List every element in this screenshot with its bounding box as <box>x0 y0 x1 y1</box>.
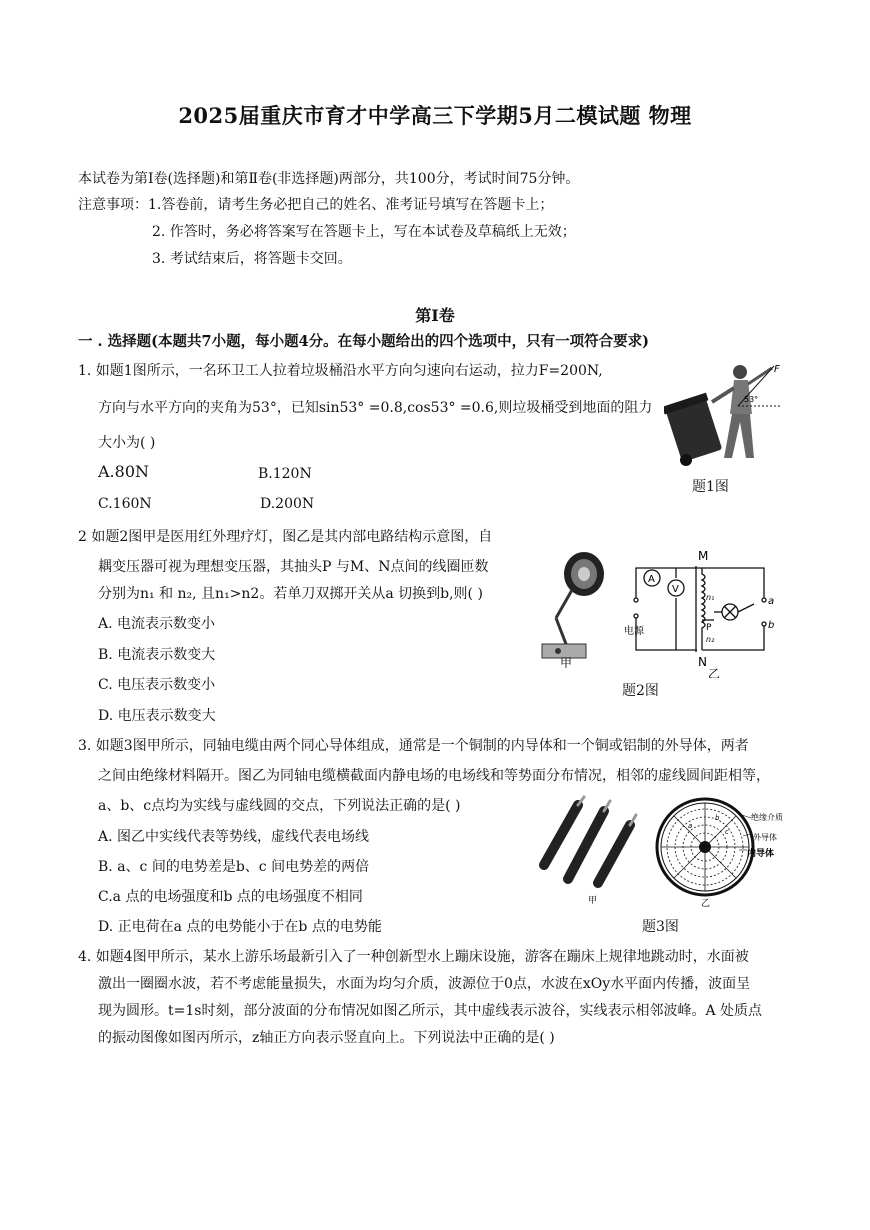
q3-lbl-c: c <box>725 828 729 836</box>
notice-item-3: 3. 考试结束后，将答题卡交回。 <box>152 251 352 267</box>
q3-lbl-inner: 内导体 <box>747 849 775 859</box>
q1-stem-line-2: 方向与水平方向的夹角为53°，已知sin53° =0.8,cos53° =0.6,则垃圾桶受到地面的阻力 <box>98 400 653 416</box>
q3-option-c: C.a 点的电场强度和b 点的电场强度不相同 <box>98 889 363 905</box>
notice-label: 注意事项： <box>78 197 148 213</box>
q4-stem-line-4: 的振动图像如图丙所示，z轴正方向表示竖直向上。下列说法中正确的是( ) <box>98 1030 555 1046</box>
q1-stem-line-1: 1. 如题1图所示，一名环卫工人拉着垃圾桶沿水平方向匀速向右运动，拉力F=200N, <box>78 363 603 379</box>
q3-option-b: B. a、c 间的电势差是b、c 间电势差的两倍 <box>98 859 370 875</box>
q2-figure-circuit <box>622 548 782 678</box>
q1-fig-label-f: F <box>774 364 780 375</box>
q1-figure-worker <box>664 362 784 472</box>
q2-figure-lamp <box>528 548 612 668</box>
q3-lbl-a: a <box>688 822 693 830</box>
q1-option-d: D.200N <box>260 496 315 512</box>
q2-stem-line-3: 分别为n₁ 和 n₂, 且n₁>n2。若单刀双掷开关从a 切换到b,则( ) <box>98 586 483 602</box>
q2-lbl-n1: n₁ <box>706 593 715 602</box>
q2-stem-line-1: 2 如题2图甲是医用红外理疗灯，图乙是其内部电路结构示意图，自 <box>78 529 493 545</box>
page-title: 2025届重庆市育才中学高三下学期5月二模试题 物理 <box>178 103 692 128</box>
q3-option-a: A. 图乙中实线代表等势线，虚线代表电场线 <box>98 829 370 845</box>
q1-fig-label-angle: 53° <box>744 395 759 404</box>
q3-lbl-outer: 外导体 <box>753 833 777 842</box>
q2-option-a: A. 电流表示数变小 <box>98 616 216 632</box>
q4-stem-line-2: 激出一圈圈水波，若不考虑能量损失，水面为均匀介质，波源位于0点，水波在xOy水平面内传播，波面呈 <box>98 976 751 992</box>
q3-stem-line-1: 3. 如题3图甲所示，同轴电缆由两个同心导体组成，通常是一个铜制的内导体和一个铜或铝制的外导体，两者 <box>78 738 749 754</box>
q2-lbl-source: 电源 <box>624 626 644 637</box>
q1-option-a: A.80N <box>98 462 149 481</box>
q1-option-c: C.160N <box>98 496 152 512</box>
q2-lbl-n: N <box>698 655 707 669</box>
q3-fig-jia: 甲 <box>588 896 598 905</box>
q3-caption: 题3图 <box>642 919 679 935</box>
q2-lbl-n2: n₂ <box>706 635 715 644</box>
notice-item-2: 2. 作答时，务必将答案写在答题卡上，写在本试卷及草稿纸上无效； <box>152 224 576 240</box>
section-heading: 一 . 选择题(本题共7小题，每小题4分。在每小题给出的四个选项中，只有一项符合要求) <box>78 333 650 350</box>
q2-lbl-p: P <box>706 623 712 633</box>
q2-caption: 题2图 <box>622 683 659 699</box>
q3-stem-line-2: 之间由绝缘材料隔开。图乙为同轴电缆横截面内静电场的电场线和等势面分布情况，相邻的虚线圆间距相等， <box>98 768 770 784</box>
q2-option-c: C. 电压表示数变小 <box>98 677 216 693</box>
q2-fig-jia: 甲 <box>560 656 573 668</box>
notice-item-1: 1.答卷前，请考生务必把自己的姓名、准考证号填写在答题卡上； <box>148 197 554 213</box>
volume-title: 第Ⅰ卷 <box>415 306 455 325</box>
q2-lbl-ammeter: A <box>648 574 655 585</box>
q2-stem-line-2: 耦变压器可视为理想变压器，其抽头P 与M、N点间的线圈匝数 <box>98 559 489 575</box>
q2-lbl-a: a <box>768 596 775 607</box>
q4-stem-line-1: 4. 如题4图甲所示，某水上游乐场最新引入了一种创新型水上蹦床设施，游客在蹦床上规律地跳动时，水面被 <box>78 949 749 965</box>
q1-option-b: B.120N <box>258 466 312 482</box>
q4-stem-line-3: 现为圆形。t=1s时刻，部分波面的分布情况如图乙所示，其中虚线表示波谷，实线表示相邻波峰。A 处质点 <box>98 1003 763 1019</box>
q2-lbl-b: b <box>768 620 775 631</box>
q3-lbl-b: b <box>715 814 720 822</box>
q1-stem-line-3: 大小为( ) <box>98 435 156 451</box>
q3-stem-line-3: a、b、c点均为实线与虚线圆的交点，下列说法正确的是( ) <box>98 798 461 814</box>
q3-lbl-insulator: 绝缘介质 <box>751 813 783 822</box>
q2-lbl-m: M <box>698 549 709 563</box>
q2-lbl-voltmeter: V <box>672 584 679 595</box>
q2-option-d: D. 电压表示数变大 <box>98 708 216 724</box>
q3-fig-yi: 乙 <box>701 899 711 909</box>
q3-figure-cables <box>538 795 650 905</box>
intro-line: 本试卷为第Ⅰ卷(选择题)和第Ⅱ卷(非选择题)两部分，共100分，考试时间75分钟。 <box>78 171 580 187</box>
q3-option-d: D. 正电荷在a 点的电势能小于在b 点的电势能 <box>98 919 382 935</box>
q2-option-b: B. 电流表示数变大 <box>98 647 216 663</box>
q1-caption: 题1图 <box>692 479 729 495</box>
q3-figure-cross-section <box>655 792 795 910</box>
q2-fig-yi: 乙 <box>708 667 721 678</box>
